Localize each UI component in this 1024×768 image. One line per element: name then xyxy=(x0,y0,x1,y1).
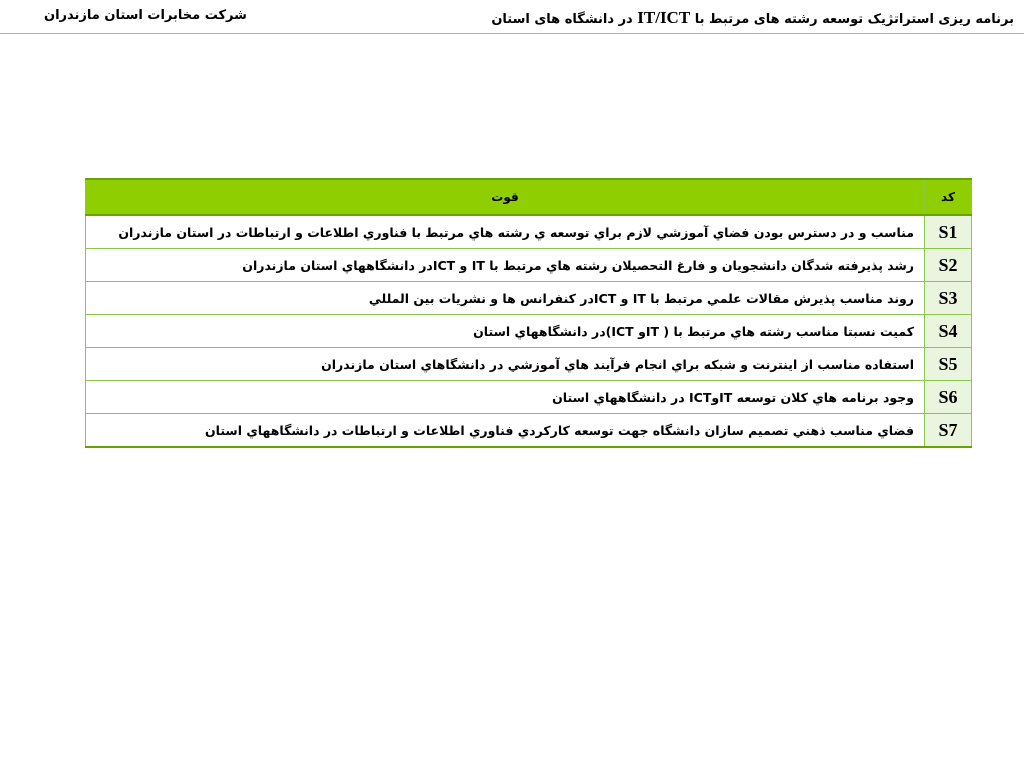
row-text: كميت نسبتا مناسب رشته هاي مرتبط با ( ITو ICT)در دانشگاههاي استان xyxy=(86,315,925,348)
table-row xyxy=(86,282,972,315)
row-code: S2 xyxy=(925,249,972,282)
table-header-row xyxy=(86,179,972,215)
row-text: استفاده مناسب از اينترنت و شبكه براي انجام فرآيند هاي آموزشي در دانشگاهاي استان مازندران xyxy=(86,348,925,381)
table-row xyxy=(86,414,972,448)
row-code: S7 xyxy=(925,414,972,448)
table-row xyxy=(86,315,972,348)
header-strength: قوت xyxy=(86,179,925,215)
row-text: روند مناسب پذيرش مقالات علمي مرتبط با IT و ICTدر كنفرانس ها و نشريات بين المللي xyxy=(86,282,925,315)
row-code: S6 xyxy=(925,381,972,414)
row-text: فضاي مناسب ذهني تصميم سازان دانشگاه جهت توسعه كاركردي فناوري اطلاعات و ارتباطات در دانشگاههاي استان xyxy=(86,414,925,448)
strengths-table-container xyxy=(85,178,972,448)
row-text: وجود برنامه هاي كلان توسعه ITوICT در دانشگاههاي استان xyxy=(86,381,925,414)
row-text: مناسب و در دسترس بودن فضاي آموزشي لازم براي توسعه ي رشته هاي مرتبط با فناوري اطلاعات و ارتباطات در استان مازندران xyxy=(86,215,925,249)
table-row xyxy=(86,249,972,282)
header-code: کد xyxy=(925,179,972,215)
table-row xyxy=(86,215,972,249)
row-code: S3 xyxy=(925,282,972,315)
slide-title xyxy=(491,8,1014,28)
slide-title-latin: IT/ICT xyxy=(637,8,691,27)
organization-name: شرکت مخابرات استان مازندران xyxy=(44,8,247,23)
table-row xyxy=(86,381,972,414)
row-text: رشد پذيرفته شدگان دانشجويان و فارغ التحصيلان رشته هاي مرتبط با IT و ICTدر دانشگاههاي استان مازندران xyxy=(86,249,925,282)
slide-title-prefix: برنامه ریزی استراتژیک توسعه رشته های مرتبط با xyxy=(694,12,1014,27)
slide-title-suffix: در دانشگاه های استان xyxy=(491,12,633,27)
strengths-table xyxy=(85,178,972,448)
row-code: S5 xyxy=(925,348,972,381)
table-row xyxy=(86,348,972,381)
slide-header xyxy=(0,0,1024,34)
row-code: S4 xyxy=(925,315,972,348)
row-code: S1 xyxy=(925,215,972,249)
